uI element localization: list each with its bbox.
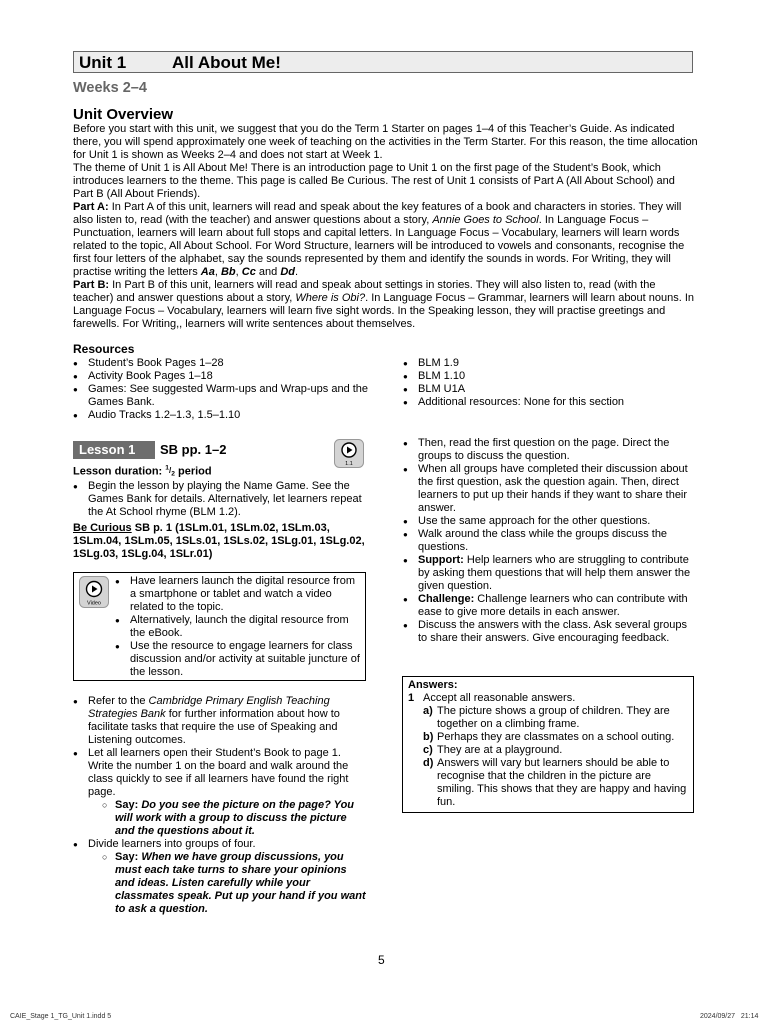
resources-list-right <box>403 357 693 409</box>
unit-title-bar <box>73 51 693 73</box>
overview-part-b: Part B: In Part B of this unit, learners will read and speak about settings in stories. They will also listen to, read (with the teacher) and answer questions about a story, Where is Obi?. In Language Focus – Grammar, learners will learn about nouns. In Language Focus – Vocabulary, learners will learn five sight words. In the Speaking lesson, they will practise greetings and farewells. For Writing,, learners will write sentences about themselves. <box>73 279 695 330</box>
lesson-tag: Lesson 1 <box>73 441 155 459</box>
video-resource-box <box>73 572 366 681</box>
resources-list-left <box>73 357 373 422</box>
answers-title: Answers: <box>408 679 458 691</box>
overview-part-a: Part A: In Part A of this unit, learners will read and speak about the key features of a book and characters in stories. They will also listen to, read (with the teacher) and answer questions about a story, Annie Goes to School. In Language Focus – Punctuation, learners will learn about full stops and capital letters. In Language Focus – Vocabulary, learners will learn words related to the topic, All About School. For Word Structure, learners will be introduced to vowels and consonants, recognise the first four letters of the alphabet, say the sounds represented by them and identify the sounds in words. For Writing, they will practise writing the letters Aa, Bb, Cc and Dd. <box>73 201 685 278</box>
list-item: ● Have learners launch the digital resource from a smartphone or tablet and watch a video related to the topic. <box>115 575 360 614</box>
list-item: ● Then, read the first question on the page. Direct the groups to discuss the question. <box>403 437 693 463</box>
lesson-right-column <box>403 437 693 645</box>
video-play-icon[interactable] <box>79 576 109 608</box>
unit-number: Unit 1 <box>79 53 127 72</box>
list-item: ● Audio Tracks 1.2–1.3, 1.5–1.10 <box>73 409 373 422</box>
footer-filename: CAIE_Stage 1_TG_Unit 1.indd 5 <box>10 1013 112 1020</box>
lesson-left-column-continued <box>73 695 368 916</box>
list-item: ● BLM U1A <box>403 383 693 396</box>
video-instructions <box>115 575 360 679</box>
video-label: Video <box>87 600 101 607</box>
list-item: ● Use the same approach for the other questions. <box>403 515 693 528</box>
lesson-sb-pages: SB pp. 1–2 <box>160 442 227 457</box>
list-item: ● Refer to the Cambridge Primary English Teaching Strategies Bank for further information about how to facilitate tasks that require the use of Speaking and Listening outcomes. <box>73 695 368 747</box>
challenge-item: ● Challenge: Challenge learners who can contribute with ease to give more details in each answer. <box>403 593 693 619</box>
list-item: ● Use the resource to engage learners for class discussion and/or activity at suitable juncture of the lesson. <box>115 640 360 679</box>
list-item: ● Additional resources: None for this section <box>403 396 693 409</box>
answer-item: 1 Accept all reasonable answers. <box>408 692 576 704</box>
weeks-heading: Weeks 2–4 <box>73 80 147 96</box>
audio-track-label: 1.1 <box>345 461 353 467</box>
list-item: ● When all groups have completed their discussion about the first question, ask the question again. Then, direct learners to put up their hands if they want to share their answer. <box>403 463 693 515</box>
list-item: ● Discuss the answers with the class. Ask several groups to share their answers. Give encouraging feedback. <box>403 619 693 645</box>
footer-datetime: 2024/09/27 21:14 <box>700 1013 759 1020</box>
answers-box <box>402 676 694 813</box>
answer-sub-item: b) Perhaps they are classmates on a school outing. <box>423 731 675 743</box>
list-item: ● Begin the lesson by playing the Name Game. See the Games Bank for details. Alternatively, let learners repeat the At School rhyme (BLM 1.2). <box>73 480 368 519</box>
list-item: ● BLM 1.9 <box>403 357 693 370</box>
list-item: ● Student’s Book Pages 1–28 <box>73 357 373 370</box>
list-item: ● Activity Book Pages 1–18 <box>73 370 373 383</box>
resources-title: Resources <box>73 342 135 356</box>
answer-sub-item: d) Answers will vary but learners should be able to recognise that the children in the picture are smiling. This shows that they are happy and having fun. <box>423 757 687 808</box>
overview-paragraph-1: Before you start with this unit, we suggest that you do the Term 1 Starter on pages 1–4 of this Teacher’s Guide. As indicated there, you will spend approximately one week of teaching on the activities in the Term Starter. For this reason, the time allocation for Unit 1 is shown as Weeks 2–4 and does not start at Week 1. <box>73 123 698 161</box>
support-item: ● Support: Help learners who are struggling to contribute by asking them questions that will help them answer the given question. <box>403 554 693 593</box>
list-item: ● Let all learners open their Student’s Book to page 1. Write the number 1 on the board and walk around the class quickly to see if all learners have found the right page. ○ Say: Do you see the picture on the page? You will work with a group to discuss the picture and the questions about it. <box>73 747 368 838</box>
lesson-left-column <box>73 461 368 561</box>
answer-sub-item: c) They are at a playground. <box>423 744 563 756</box>
be-curious-heading: Be Curious SB p. 1 (1SLm.01, 1SLm.02, 1SLm.03, 1SLm.04, 1SLm.05, 1SLs.01, 1SLs.02, 1SLg.01, 1SLg.02, 1SLg.03, 1SLg.04, 1SLr.01) <box>73 522 365 561</box>
list-item: ● Alternatively, launch the digital resource from the eBook. <box>115 614 360 640</box>
list-item: ● Games: See suggested Warm-ups and Wrap-ups and the Games Bank. <box>73 383 373 409</box>
list-item: ● Divide learners into groups of four. ○ Say: When we have group discussions, you must each take turns to share your opinions and ideas. Listen carefully while your classmates speak. Put up your hand if you want to ask a question. <box>73 838 368 916</box>
say-item: ○ Say: When we have group discussions, you must each take turns to share your opinions and ideas. Listen carefully while your classmates speak. Put up your hand if you want to ask a question. <box>88 851 368 916</box>
list-item: ● Walk around the class while the groups discuss the questions. <box>403 528 693 554</box>
unit-title: All About Me! <box>172 53 281 72</box>
say-item: ○ Say: Do you see the picture on the page? You will work with a group to discuss the picture and the questions about it. <box>88 799 368 838</box>
list-item: ● BLM 1.10 <box>403 370 693 383</box>
overview-paragraph-2: The theme of Unit 1 is All About Me! There is an introduction page to Unit 1 on the first page of the Student’s Book, which introduces learners to the theme. This page is called Be Curious. The rest of Unit 1 consists of Part A (All About School) and Part B (All About Friends). <box>73 162 675 200</box>
lesson-duration: Lesson duration: $^1/_2$ period <box>73 464 212 478</box>
overview-text <box>73 123 698 331</box>
page-number: 5 <box>378 953 385 967</box>
answer-sub-item: a) The picture shows a group of children. They are together on a climbing frame. <box>423 705 670 730</box>
overview-title: Unit Overview <box>73 106 174 123</box>
